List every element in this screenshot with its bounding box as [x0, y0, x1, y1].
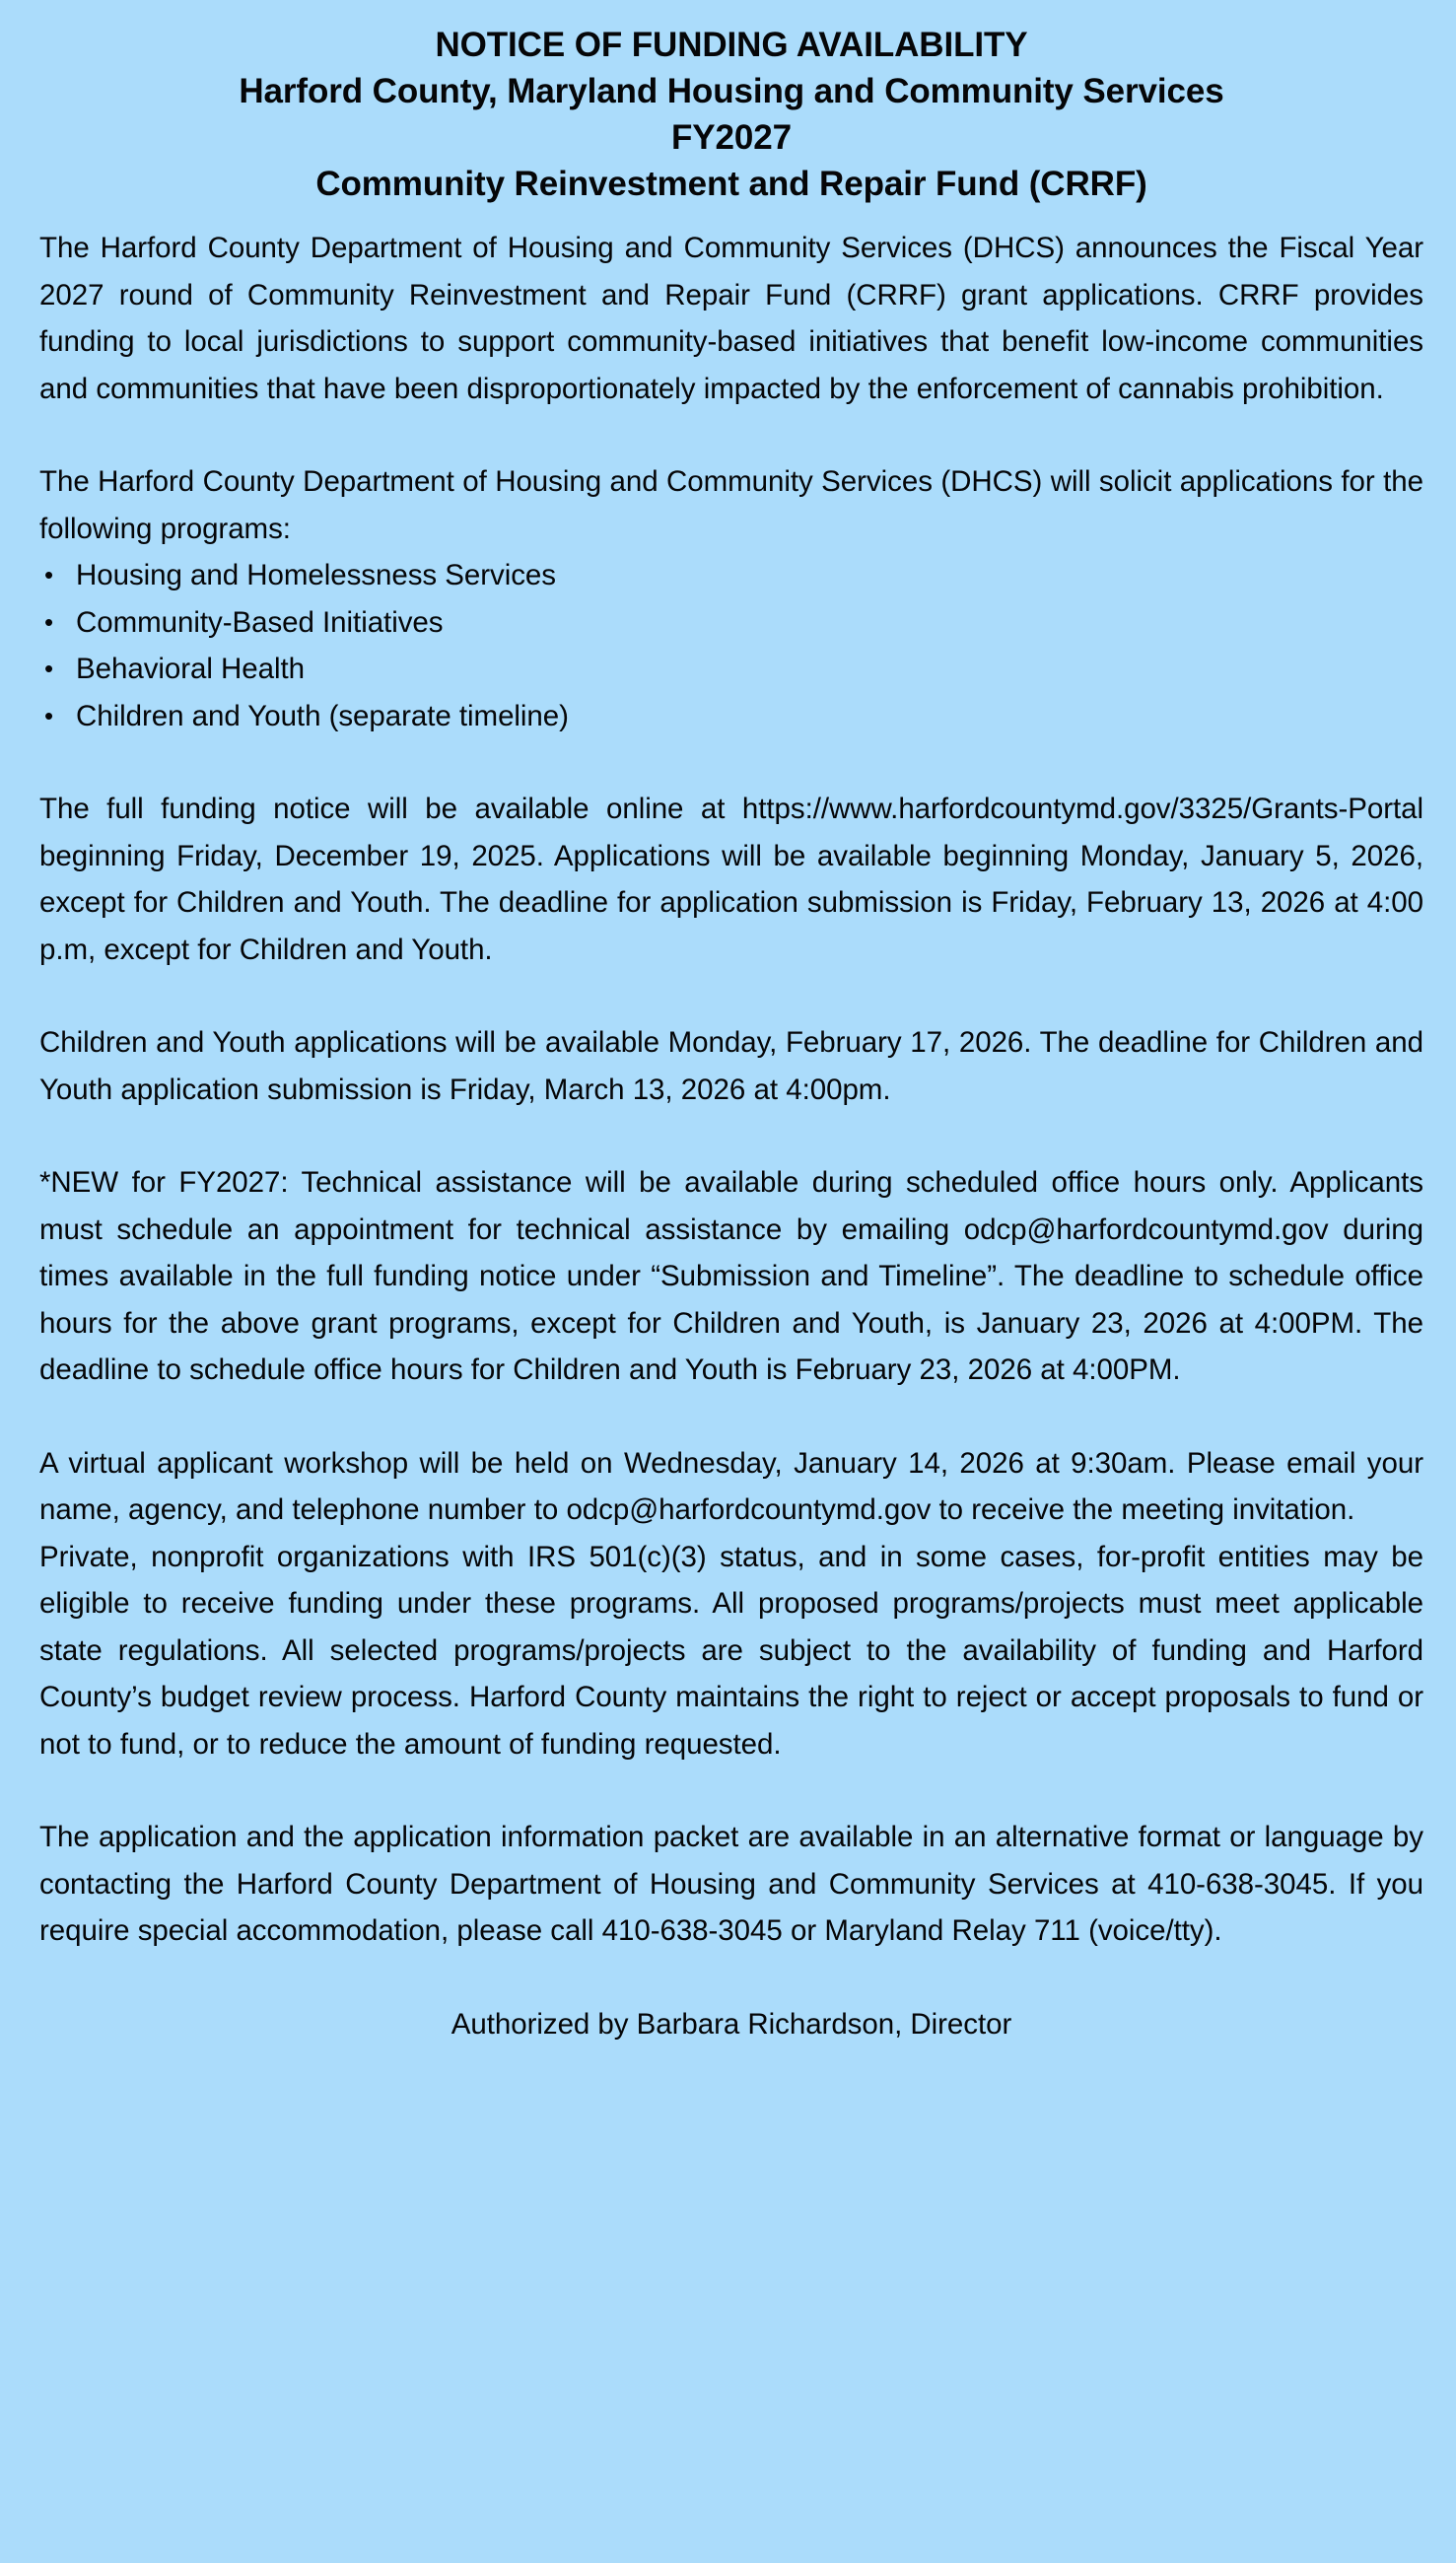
notice-title-block: [39, 0, 1423, 207]
paragraph-children-and-youth-timeline: Children and Youth applications will be available Monday, February 17, 2026. The deadline for Children and Youth application submission is Friday, March 13, 2026 at 4:00pm.: [39, 1026, 1423, 1106]
list-item: • Housing and Homelessness Services: [39, 552, 1423, 599]
paragraph-spacer: [39, 1113, 1423, 1159]
notice-title-line-2: Harford County, Maryland Housing and Community Services: [239, 72, 1224, 110]
paragraph-spacer: [39, 739, 1423, 786]
paragraph-funding-notice-availability: The full funding notice will be available online at https://www.harfordcountymd.gov/3325/Grants-Portal beginning Friday, December 19, 2025. Applications will be available beginning Monday, January 5, 2026, except for Children and Youth. The deadline for application submission is Friday, February 13, 2026 at 4:00 p.m, except for Children and Youth.: [39, 793, 1423, 966]
paragraph-spacer: [39, 1767, 1423, 1814]
paragraph-spacer: [39, 973, 1423, 1019]
paragraph-spacer: [39, 1394, 1423, 1440]
paragraph-new-technical-assistance: *NEW for FY2027: Technical assistance will be available during scheduled office hours only. Applicants must schedule an appointment for technical assistance by emailing odcp@harfordcountymd.gov during times available in the full funding notice under “Submission and Timeline”. The deadline to schedule office hours for the above grant programs, except for Children and Youth, is January 23, 2026 at 4:00PM. The deadline to schedule office hours for Children and Youth is February 23, 2026 at 4:00PM.: [39, 1166, 1423, 1386]
paragraph-solicitation-intro: The Harford County Department of Housing and Community Services (DHCS) will solicit applications for the following programs:: [39, 465, 1423, 545]
paragraph-applicant-workshop: A virtual applicant workshop will be held on Wednesday, January 14, 2026 at 9:30am. Please email your name, agency, and telephone number to odcp@harfordcountymd.gov to receive the meeting invitation.: [39, 1446, 1423, 1526]
paragraph-eligibility: Private, nonprofit organizations with IRS 501(c)(3) status, and in some cases, for-profit entities may be eligible to receive funding under these programs. All proposed programs/projects must meet applicable state regulations. All selected programs/projects are subject to the availability of funding and Harford County’s budget review process. Harford County maintains the right to reject or accept proposals to fund or not to fund, or to reduce the amount of funding requested.: [39, 1540, 1423, 1761]
paragraph-accessibility: The application and the application information packet are available in an alternative format or language by contacting the Harford County Department of Housing and Community Services at 410-638-3045. If you require special accommodation, please call 410-638-3045 or Maryland Relay 711 (voice/tty).: [39, 1821, 1423, 1947]
list-item: • Community-Based Initiatives: [39, 599, 1423, 647]
paragraph-spacer: [39, 412, 1423, 458]
notice-title-line-1: NOTICE OF FUNDING AVAILABILITY: [435, 26, 1028, 64]
notice-title-line-3: FY2027: [671, 118, 792, 157]
notice-title-line-4: Community Reinvestment and Repair Fund (CRRF): [315, 165, 1147, 203]
paragraph-program-announcement: The Harford County Department of Housing and Community Services (DHCS) announces the Fiscal Year 2027 round of Community Reinvestment and Repair Fund (CRRF) grant applications. CRRF provides funding to local jurisdictions to support community-based initiatives that benefit low-income communities and communities that have been disproportionately impacted by the enforcement of cannabis prohibition.: [39, 232, 1423, 405]
program-list: [39, 552, 1423, 739]
list-item: • Behavioral Health: [39, 646, 1423, 693]
list-item: • Children and Youth (separate timeline): [39, 693, 1423, 740]
notice-body: [39, 225, 1423, 2047]
authorization-line: Authorized by Barbara Richardson, Director: [451, 2007, 1012, 2041]
